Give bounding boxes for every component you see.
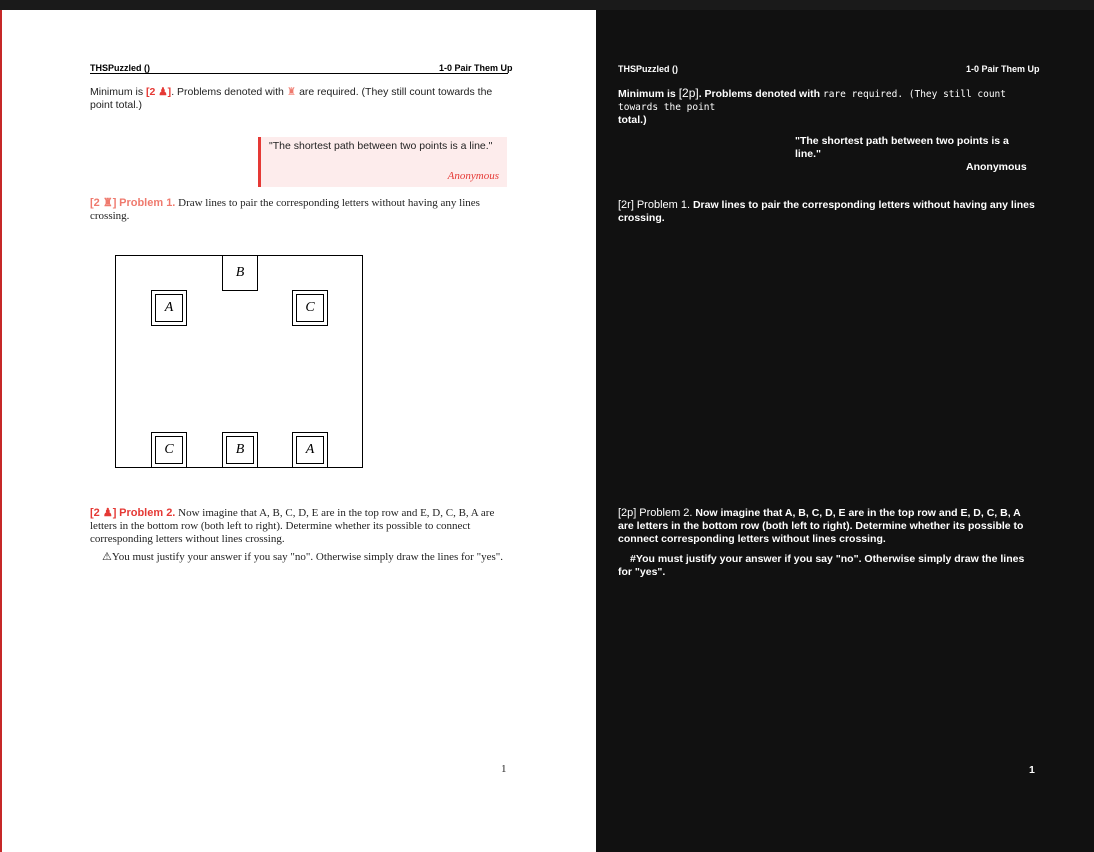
dark-intro (618, 87, 1038, 127)
note-text: You must justify your answer if you say "no". Otherwise simply draw the lines for "yes". (111, 551, 503, 563)
intro-prefix: Minimum is (90, 86, 147, 98)
dark-intro-tail: total.) (618, 114, 647, 126)
box-top-a: A (151, 290, 187, 326)
dark-quote-author: Anonymous (966, 161, 1027, 173)
dark-problem-2-note (618, 553, 1038, 579)
dark-problem-1 (618, 199, 1038, 225)
quote-author: Anonymous (447, 170, 499, 182)
dark-intro-mid: . Problems denoted with (698, 88, 823, 100)
dark-p1-text: Draw lines to pair the corresponding letters without having any lines crossing. (618, 199, 1035, 224)
min-badge: [2 ♟] (146, 86, 172, 98)
problem-1 (90, 197, 510, 223)
dark-quote: "The shortest path between two points is a line." (795, 135, 1009, 160)
dark-intro-prefix: Minimum is (618, 88, 679, 100)
quote-block (258, 137, 507, 187)
problem-2-text: Now imagine that A, B, C, D, E are in the top row and E, D, C, B, A are letters in the bottom row (both left to right). Determine whether its possible to connect corresponding letters without lines crossing. (90, 507, 495, 545)
dark-page-number: 1 (1029, 764, 1035, 776)
problem-1-text: Draw lines to pair the corresponding letters without having any lines crossing. (90, 197, 480, 222)
quote-text: "The shortest path between two points is a line." (269, 140, 493, 152)
page-number: 1 (501, 763, 507, 775)
problem-1-label: Problem 1. (119, 197, 176, 209)
rendered-page (2, 10, 596, 852)
box-bottom-a: A (292, 432, 328, 468)
intro-paragraph (90, 86, 510, 112)
box-top-c: C (292, 290, 328, 326)
intro-suffix: are required. (They still count towards the point total.) (90, 86, 493, 111)
dark-intro-mono: rare required. (They still count towards the point (618, 89, 1006, 113)
dark-p2-badge: [2p] (618, 507, 637, 519)
box-bottom-b: B (222, 432, 258, 468)
letter-diagram (115, 255, 363, 468)
header-left: THSPuzzled () (90, 63, 150, 73)
intro-middle: . Problems denoted with (171, 86, 287, 98)
problem-2-label: Problem 2. (119, 507, 176, 519)
problem-2-note (90, 551, 510, 564)
dark-p1-label: Problem 1. (636, 199, 691, 211)
required-icon: ♜ (286, 86, 297, 98)
dark-header-right: 1-0 Pair Them Up (966, 64, 1040, 74)
text-layer-page (596, 10, 1094, 852)
dark-p1-badge: [2r] (618, 199, 634, 211)
warning-icon: ⚠ (102, 551, 112, 563)
dark-problem-2 (618, 507, 1038, 546)
problem-2 (90, 507, 510, 546)
dark-min-badge: [2p] (678, 86, 699, 100)
dark-note-text: You must justify your answer if you say "no". Otherwise simply draw the lines for "yes". (618, 553, 1025, 578)
header-rule (90, 73, 508, 74)
dark-p2-label: Problem 2. (639, 507, 693, 519)
header-right: 1-0 Pair Them Up (439, 63, 513, 73)
box-bottom-c: C (151, 432, 187, 468)
box-top-b: B (222, 255, 258, 291)
top-bar (0, 0, 1094, 10)
problem-1-badge: [2 ♜] (90, 197, 117, 209)
problem-2-badge: [2 ♟] (90, 507, 117, 519)
dark-note-icon: # (630, 553, 636, 565)
dark-header-left: THSPuzzled () (618, 64, 678, 74)
dark-p2-text: Now imagine that A, B, C, D, E are in the top row and E, D, C, B, A are letters in the bottom row (both left to right). Determine whether its possible to connect corresponding letters without lines crossing. (618, 507, 1024, 545)
